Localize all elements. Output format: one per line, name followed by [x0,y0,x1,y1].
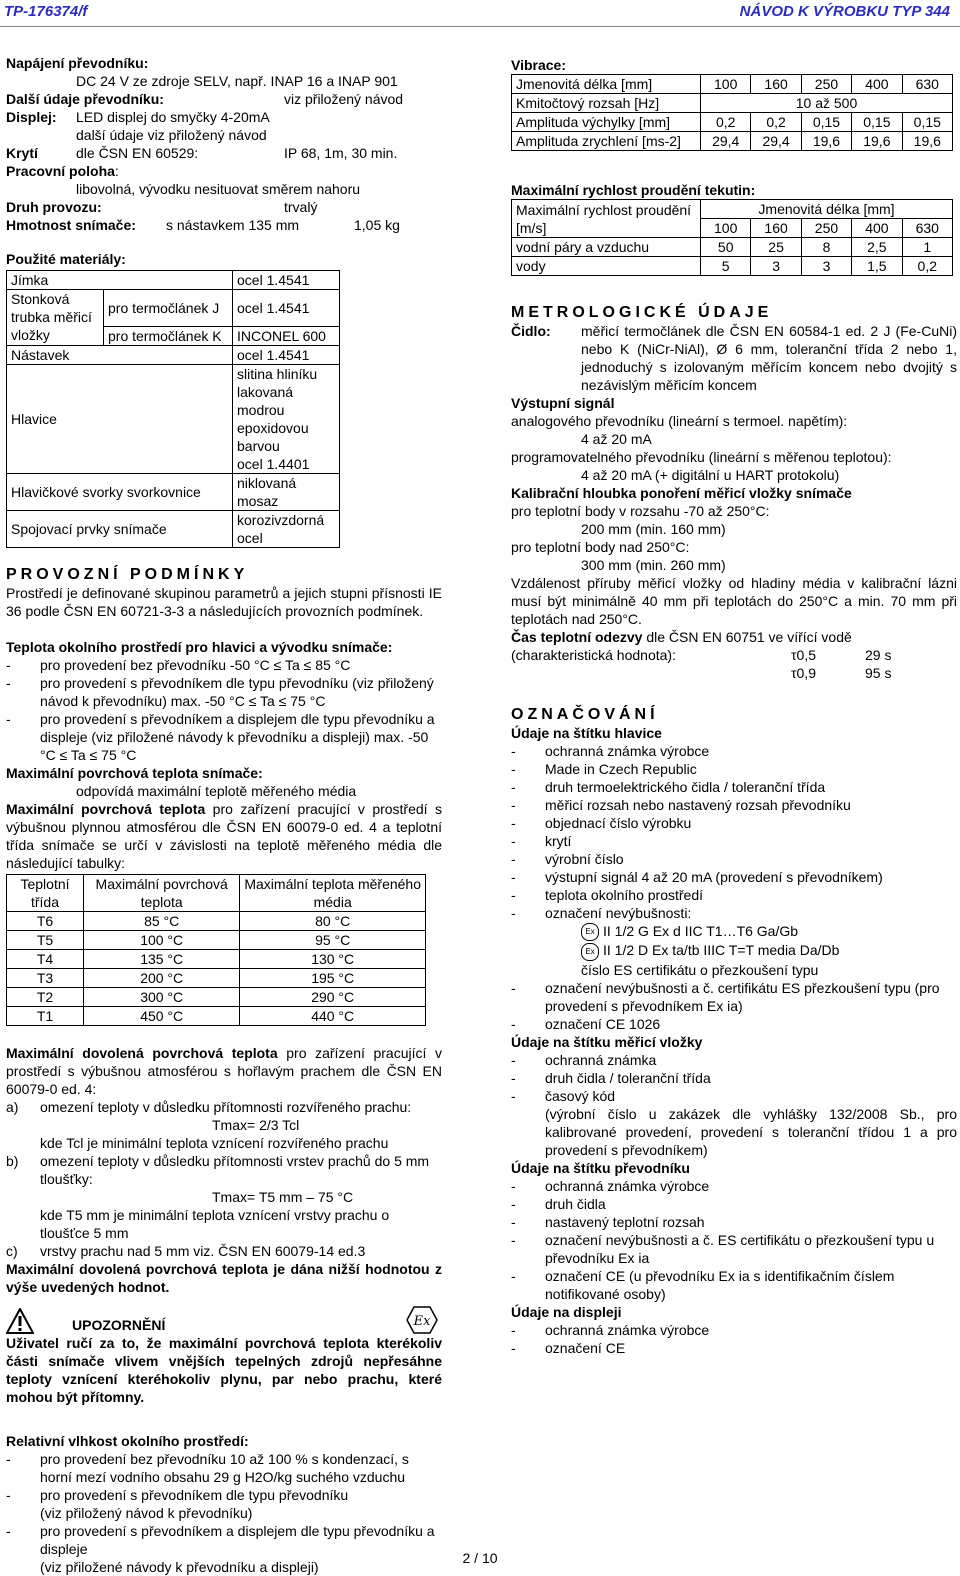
temperature-class-table [6,874,426,1026]
list-item: - pro provedení s převodníkem dle typu převodníku (viz přiložený návod k převodníku) max. -50 °C ≤ Ta ≤ 75 °C [6,674,434,709]
cover-label: Krytí [6,145,38,161]
weight-value: 1,05 kg [354,217,400,233]
materials-table [6,270,340,548]
mat-cell: pro termočlánek J [104,290,233,327]
mat-cell: Spojovací prvky snímače [7,510,233,547]
mat-cell: Hlavičkové svorky svorkovnice [7,473,233,510]
page-number: 2 / 10 [462,1550,498,1566]
table-row: Amplituda zrychlení [ms-2] 29,4 29,4 19,6 19,6 19,6 [512,132,953,151]
conditions-title: PROVOZNÍ PODMÍNKY [6,565,249,583]
mat-cell: korozivzdorná ocel [233,510,340,547]
page-header [0,0,960,27]
list-item: - druh čidla / toleranční třída [511,1069,711,1086]
list-item: - ochranná známka [511,1051,657,1068]
list-item: - pro provedení s převodníkem a displejem dle typu převodníku a displeje (viz přiložené návody k převodníku a displeji) [6,1522,435,1575]
svg-text:Ex: Ex [413,1313,431,1329]
other-value: viz přiložený návod [284,91,404,107]
mat-cell: INCONEL 600 [233,326,340,345]
head-label-title: Údaje na štítku hlavice [511,725,662,741]
converter-label-title: Údaje na štítku převodníku [511,1159,690,1176]
insert-label-title: Údaje na štítku měřicí vložky [511,1033,703,1050]
table-row: vodní páry a vzduchu 50 25 8 2,5 1 [512,238,953,257]
mat-cell: niklovaná mosaz [233,473,340,510]
table-row: T6 85 °C 80 °C [7,911,426,930]
calibration-title: Kalibrační hloubka ponoření měřicí vložky snímače [511,485,852,501]
mode-label: Druh provozu: [6,199,102,215]
mode-row [6,198,442,216]
cal-2-value: 300 mm (min. 260 mm) [581,557,726,573]
display-label: Displej: [6,109,57,125]
warning-icon [6,1308,34,1334]
maxsurf-title: Maximální povrchová teplota snímače: [6,764,263,781]
cal-1-value: 200 mm (min. 160 mm) [581,521,726,537]
list-item: - časový kód [511,1087,616,1104]
ex-marking-2: Ex II 1/2 D Ex ta/tb IIIC T=T media Da/Db [511,941,957,960]
display-label-title: Údaje na displeji [511,1303,622,1320]
insert-note: (výrobní číslo u zakázek dle vyhlášky 132/2008 Sb., pro kalibrované provedení, provedení s toleranční třídou 1 a pro provedení s převodníkem) [545,1105,957,1158]
conditions-text: Prostředí je definované skupinou parametrů a jejich stupni přísnosti IE 36 podle ČSN EN 60721-3-3 a následujících provozních podmínek. [6,584,442,619]
ex-hexagon-icon [406,1306,438,1334]
mat-cell: ocel 1.4541 [233,271,340,290]
insert-label-list [511,1051,957,1105]
cal-2: pro teplotní body nad 250°C: [511,539,690,555]
output-1-value: 4 až 20 mA [581,431,652,447]
weight-mid: s nástavkem 135 mm [166,217,300,233]
flow-header: Maximální rychlost proudění [m/s] [512,200,701,238]
humidity-title: Relativní vlhkost okolního prostředí: [6,1432,249,1449]
doc-title: NÁVOD K VÝROBKU TYP 344 [739,3,950,20]
table-row: Amplituda výchylky [mm] 0,2 0,2 0,15 0,15 0,15 [512,113,953,132]
table-row: T1 450 °C 440 °C [7,1006,426,1025]
list-item: - výstupní signál 4 až 20 mA (provedení s převodníkem) [511,869,883,885]
output-title: Výstupní signál [511,395,615,411]
ttable-header: Teplotní třída [7,874,84,911]
list-item: - nastavený teplotní rozsah [511,1213,705,1230]
distance-text: Vzdálenost příruby měřicí vložky od hladiny média v kalibrační lázni musí být minimálně 40 mm při teplotách do 250°C a min. 70 mm při teplotách nad 250°C. [511,575,957,627]
dust-a: a) omezení teploty v důsledku přítomnosti rozvířeného prachu: Tmax= 2/3 Tcl kde Tcl je minimální teplota vznícení rozvířeného prachu [6,1098,412,1151]
display-value: LED displej do smyčky 4-20mA [76,109,270,125]
mat-cell-text: slitina hliníku lakovaná modrou epoxidovou barvou [237,365,318,454]
ex-icon: Ex [581,923,599,941]
converter-label-list [511,1177,957,1303]
list-item: - ochranná známka výrobce [511,1321,710,1338]
doc-number: TP-176374/f [4,3,88,20]
table-row: Kmitočtový rozsah [Hz] 10 až 500 [512,94,953,113]
dust-c: c) vrstvy prachu nad 5 mm viz. ČSN EN 60079-14 ed.3 [6,1242,366,1259]
right-column [511,54,957,1357]
response-text: Čas teplotní odezvy dle ČSN EN 60751 ve vířící vodě [511,629,852,645]
table-row: T4 135 °C 130 °C [7,949,426,968]
list-item: - pro provedení s převodníkem dle typu převodníku (viz přiložený návod k převodníku) [6,1486,349,1521]
pos-row: Pracovní poloha: [6,163,119,179]
ambient-title: Teplota okolního prostředí pro hlavici a vývodku snímače: [6,638,393,655]
list-item: - Made in Czech Republic [511,761,697,777]
mat-cell: pro termočlánek K [104,326,233,345]
sensor-row: Čidlo: měřicí termočlánek dle ČSN EN 60584-1 ed. 2 J (Fe-CuNi) nebo K (NiCr-NiAl), Ø 6 mm, toleranční třída 2 nebo 1, jednoduchý s izolovaným měřícím koncem nebo dvojitý s nezávislým měřicím koncem [511,323,957,393]
head-label-list-2 [511,979,957,1033]
pos-label: Pracovní poloha [6,163,115,179]
list-item: - krytí [511,833,572,849]
mat-cell [233,364,340,473]
list-item: - objednací číslo výrobku [511,815,692,831]
head-label-list [511,742,957,922]
cover-mid: dle ČSN EN 60529: [76,145,199,161]
marking-title: OZNAČOVÁNÍ [511,706,659,723]
dust-end: Maximální dovolená povrchová teplota je dána nižší hodnotou z výše uvedených hodnot. [6,1260,442,1295]
table-row: 100 160 250 400 630 [512,219,953,238]
list-item: - pro provedení bez převodníku -50 °C ≤ Ta ≤ 85 °C [6,656,351,673]
other-row [6,90,442,108]
mat-cell-text: ocel 1.4401 [237,455,310,472]
list-item: - měřicí rozsah nebo nastavený rozsah převodníku [511,797,851,813]
output-1: analogového převodníku (lineární s termoel. napětím): [511,413,848,429]
output-2: programovatelného převodníku (lineární s měřenou teplotou): [511,449,892,465]
list-item: - teplota okolního prostředí [511,887,703,903]
output-2-value: 4 až 20 mA (+ digitální u HART protokolu) [581,467,840,483]
list-item: - ochranná známka výrobce [511,1177,710,1194]
list-item: - výrobní číslo [511,851,624,867]
table-row: T3 200 °C 195 °C [7,968,426,987]
list-item: - ochranná známka výrobce [511,743,710,759]
table-row: vody 5 3 3 1,5 0,2 [512,257,953,276]
list-item: - označení nevýbušnosti: [511,905,692,921]
list-item: - pro provedení bez převodníku 10 až 100 % s kondenzací, s horní mezí vodního obsahu 29 g H2O/kg suchého vzduchu [6,1450,409,1485]
list-item: - označení CE 1026 [511,1015,661,1032]
warning-row [6,1306,442,1334]
ex-icon: Ex [581,943,599,961]
table-row: T2 300 °C 290 °C [7,987,426,1006]
response-row-1: (charakteristická hodnota): τ0,5 29 s [511,647,892,663]
mat-cell: Stonková trubka měřicí [7,290,104,327]
response-row-2: τ0,9 95 s [791,665,892,681]
list-item: - označení nevýbušnosti a č. certifikátu ES přezkoušení typu (pro provedení s převodníkem Ex ia) [511,979,940,1014]
other-label: Další údaje převodníku: [6,91,164,107]
maxsurf-value: odpovídá maximální teplotě měřeného média [76,782,357,799]
cover-row [6,144,442,162]
dust-para: Maximální dovolená povrchová teplota pro zařízení pracující v prostředí s výbušnou atmosférou s hořlavým prachem dle ČSN EN 60079-0 ed. 4: [6,1044,442,1097]
pos-value: libovolná, vývodku nesituovat směrem nahoru [76,181,361,197]
mat-cell: vložky [7,326,104,345]
mat-cell: ocel 1.4541 [233,290,340,327]
flow-table [511,199,953,276]
warning-title: UPOZORNĚNÍ [72,1316,166,1333]
vibration-table [511,74,953,151]
ttable-header: Maximální povrchová teplota [84,874,240,911]
mat-cell: Jímka [7,271,233,290]
display-row [6,108,442,126]
cover-value: IP 68, 1m, 30 min. [284,145,398,161]
power-value: DC 24 V ze zdroje SELV, např. INAP 16 a INAP 901 [76,73,398,89]
list-item: - druh termoelektrického čidla / toleranční třída [511,779,826,795]
materials-title: Použité materiály: [6,251,126,267]
list-item: - pro provedení s převodníkem a displejem dle typu převodníku a displeje (viz přiložené návody k převodníku a displeji) max. -50 °C ≤ Ta ≤ 75 °C [6,710,435,763]
list-item: - označení CE [511,1339,626,1356]
ex-marking-1: Ex II 1/2 G Ex d IIC T1…T6 Ga/Gb [511,922,957,941]
mat-cell: ocel 1.4541 [233,345,340,364]
display-value-2: další údaje viz přiložený návod [76,127,267,143]
mat-cell: Nástavek [7,345,233,364]
left-column [6,54,442,1576]
dust-b: b) omezení teploty v důsledku přítomnosti vrstev prachů do 5 mm tloušťky: Tmax= T5 mm – 75 °C kde T5 mm je minimální teplota vznícení vrstvy prachu o tloušťce 5 mm [6,1152,430,1241]
flow-title: Maximální rychlost proudění tekutin: [511,182,756,198]
list-item: - druh čidla [511,1195,606,1212]
table-row: T5 100 °C 95 °C [7,930,426,949]
flow-header: Jmenovitá délka [mm] [701,200,953,219]
ttable-header: Maximální teplota měřeného média [240,874,426,911]
display-label-list [511,1321,957,1357]
warning-text: Uživatel ručí za to, že maximální povrchová teplota kterékoliv části snímače vlivem vnějších tepelných zdrojů nepřesáhne teploty vznícení kteréhokoliv plynu, par nebo prachu, které mohou být přítomny. [6,1334,442,1405]
mode-value: trvalý [284,199,318,215]
list-item: - označení nevýbušnosti a č. ES certifikátu o přezkoušení typu u převodníku Ex ia [511,1231,935,1266]
power-title: Napájení převodníku: [6,55,149,71]
weight-row [6,216,442,234]
table-row: Jmenovitá délka [mm] 100 160 250 400 630 [512,75,953,94]
maxsurf-para: Maximální povrchová teplota pro zařízení pracující v prostředí s výbušnou plynnou atmosférou dle ČSN EN 60079-0 ed. 4 a teplotní třída snímače se určí v závislosti na teplotě měřeného média dle následující tabulky: [6,800,442,871]
cal-1: pro teplotní body v rozsahu -70 až 250°C: [511,503,770,519]
mat-cell: Hlavice [7,364,233,473]
metrology-title: METROLOGICKÉ ÚDAJE [511,304,773,321]
vibration-title: Vibrace: [511,57,566,73]
list-item: - označení CE (u převodníku Ex ia s identifikačním číslem notifikované osoby) [511,1267,895,1302]
weight-label: Hmotnost snímače: [6,217,136,233]
ex-marking-3: číslo ES certifikátu o přezkoušení typu [581,961,819,978]
